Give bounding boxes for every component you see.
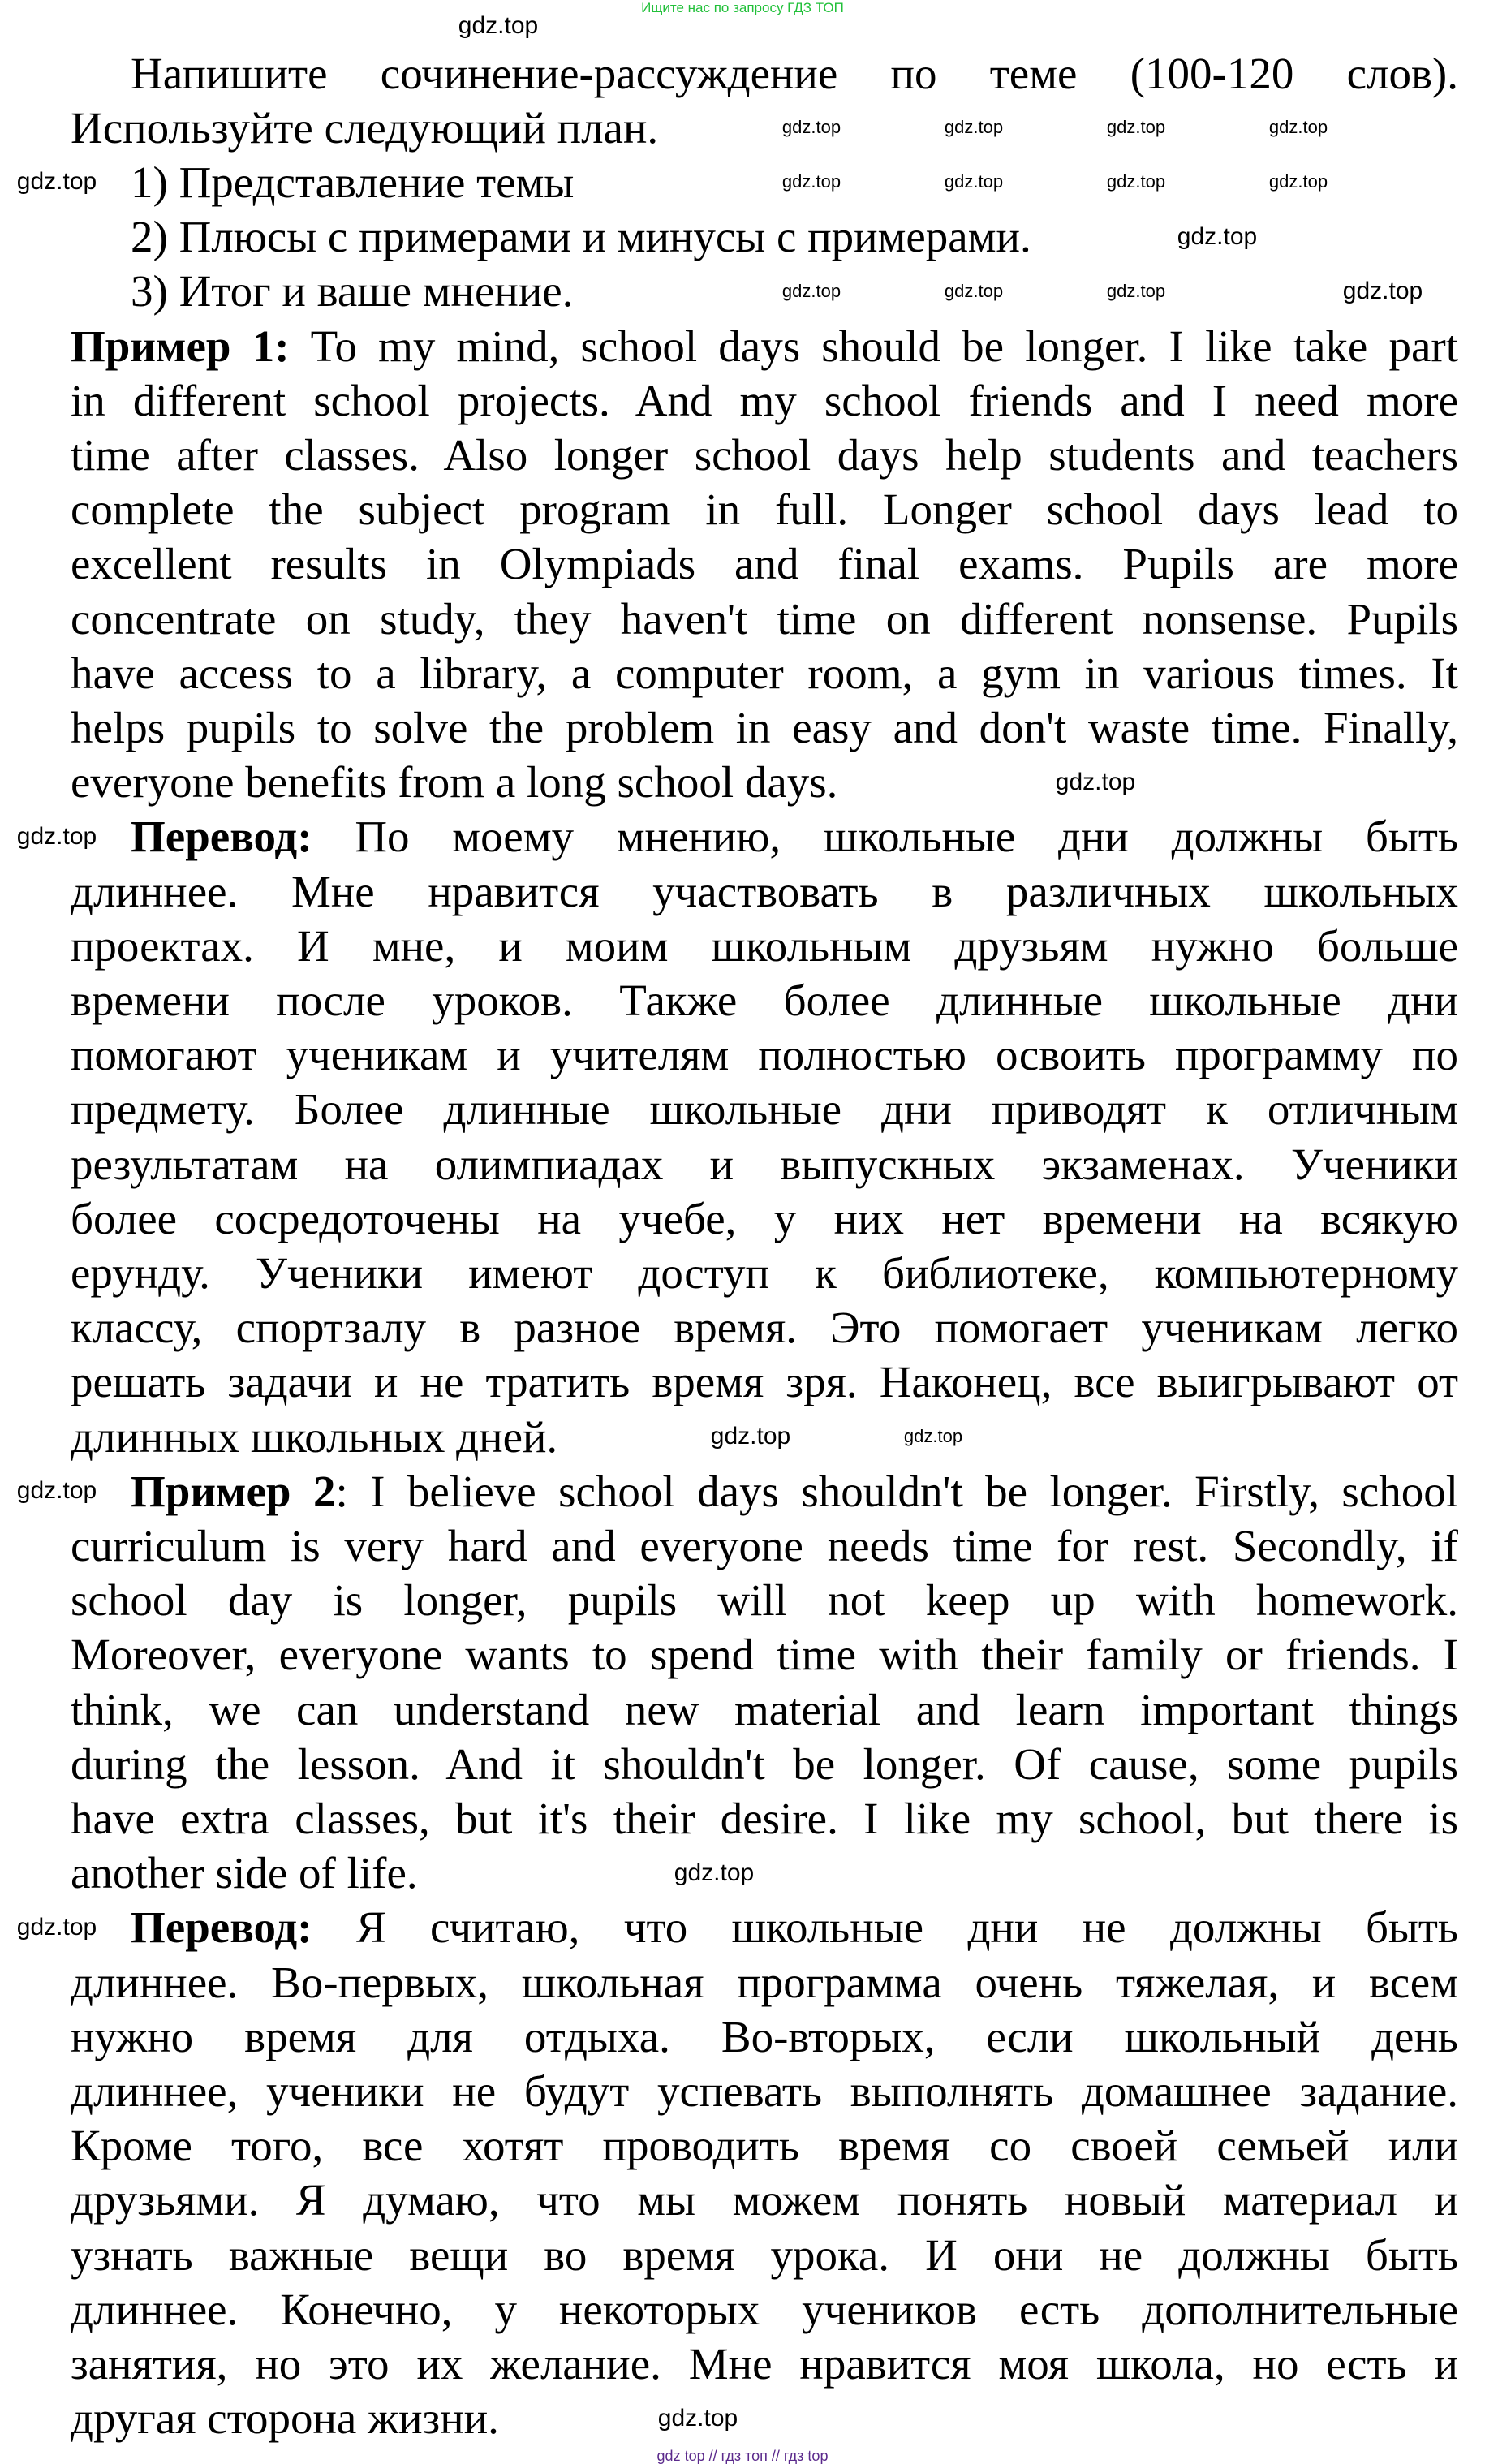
watermark-text: gdz.top xyxy=(16,822,97,850)
line-text: длиннее. Во-первых, школьная программа очень тяжелая, и всем xyxy=(71,1957,1458,2007)
line-text: длиннее. Конечно, у некоторых учеников есть дополнительные xyxy=(71,2284,1458,2334)
line-text: ерунду. Ученики имеют доступ к библиотеке, компьютерному xyxy=(71,1247,1458,1298)
text-line xyxy=(71,755,837,809)
text-line xyxy=(71,592,1458,646)
watermark-text: gdz.top xyxy=(674,1859,755,1886)
line-text: school day is longer, pupils will not keep up with homework. xyxy=(71,1575,1458,1626)
text-line xyxy=(71,1573,1458,1627)
text-line xyxy=(71,1191,1458,1246)
example-label: Перевод: xyxy=(131,1902,312,1953)
line-text: in different school projects. And my school friends and I need more xyxy=(71,375,1458,425)
line-text: Напишите сочинение-рассуждение по теме (100-120 слов). xyxy=(131,48,1458,98)
text-line xyxy=(71,1300,1458,1355)
text-line xyxy=(71,646,1458,700)
line-text: 1) Представление темы xyxy=(131,157,575,207)
line-text: concentrate on study, they haven't time on different nonsense. Pupils xyxy=(71,593,1458,644)
watermark-text: gdz.top xyxy=(458,12,539,39)
watermark-text: gdz.top xyxy=(1055,768,1136,795)
text-line xyxy=(71,1791,1458,1846)
watermark-text: gdz.top xyxy=(1106,280,1166,301)
watermark-text: gdz.top xyxy=(903,1426,963,1446)
line-text: проектах. И мне, и моим школьным друзьям нужно больше xyxy=(71,920,1458,971)
line-text: друзьями. Я думаю, что мы можем понять новый материал и xyxy=(71,2175,1458,2225)
text-line xyxy=(71,1737,1458,1791)
line-text: another side of life. xyxy=(71,1848,418,1898)
watermark-text: gdz.top xyxy=(781,117,842,138)
text-line xyxy=(71,1846,418,1900)
line-text: По моему мнению, школьные дни должны быть xyxy=(312,812,1458,862)
watermark-text: gdz.top xyxy=(1268,117,1328,138)
line-text: времени после уроков. Также более длинные школьные дни xyxy=(71,975,1458,1025)
line-text: complete the subject program in full. Longer school days lead to xyxy=(71,485,1458,535)
text-line xyxy=(71,973,1458,1027)
text-line xyxy=(71,2391,499,2445)
example-label: Пример 2 xyxy=(131,1466,336,1516)
text-line xyxy=(71,536,1458,591)
text-line xyxy=(131,209,1031,264)
top-banner: Ищите нас по запросу ГДЗ ТОП xyxy=(641,0,844,15)
line-text: everyone benefits from a long school days. xyxy=(71,757,838,808)
line-text: have access to a library, a computer room, a gym in various times. It xyxy=(71,648,1458,698)
line-text: предмету. Более длинные школьные дни приводят к отличным xyxy=(71,1084,1458,1135)
line-text: помогают ученикам и учителям полностью освоить программу по xyxy=(71,1030,1458,1080)
text-line xyxy=(71,1246,1458,1300)
text-line xyxy=(71,1137,1458,1191)
text-line xyxy=(71,1955,1458,2010)
text-line xyxy=(71,2228,1458,2282)
line-text: time after classes. Also longer school days help students and teachers xyxy=(71,429,1458,480)
text-line xyxy=(131,1900,1458,1954)
line-text: : I believe school days shouldn't be longer. Firstly, school xyxy=(335,1466,1458,1516)
text-line xyxy=(71,373,1458,428)
text-line xyxy=(131,264,573,318)
line-text: результатам на олимпиадах и выпускных экзаменах. Ученики xyxy=(71,1139,1458,1189)
text-line xyxy=(131,809,1458,864)
line-text: Я считаю, что школьные дни не должны быть xyxy=(312,1902,1458,1953)
text-line xyxy=(71,2173,1458,2227)
watermark-text: gdz.top xyxy=(657,2404,738,2432)
text-line xyxy=(71,2064,1458,2118)
line-text: длиннее. Мне нравится участвовать в различных школьных xyxy=(71,866,1458,916)
text-line xyxy=(71,2337,1458,2391)
line-text: нужно время для отдыха. Во-вторых, если школьный день xyxy=(71,2011,1458,2061)
text-line xyxy=(71,2010,1458,2064)
line-text: excellent results in Olympiads and final exams. Pupils are more xyxy=(71,539,1458,589)
watermark-text: gdz.top xyxy=(781,280,842,301)
line-text: длинных школьных дней. xyxy=(71,1411,558,1462)
text-line xyxy=(71,1410,557,1464)
line-text: длиннее, ученики не будут успевать выполнять домашнее задание. xyxy=(71,2066,1458,2116)
line-text: have extra classes, but it's their desire. I like my school, but there is xyxy=(71,1793,1458,1843)
text-line xyxy=(71,1627,1458,1682)
text-line xyxy=(131,46,1458,101)
line-text: 2) Плюсы с примерами и минусы с примерами. xyxy=(131,212,1031,262)
line-text: during the lesson. And it shouldn't be longer. Of cause, some pupils xyxy=(71,1738,1458,1789)
line-text: curriculum is very hard and everyone needs time for rest. Secondly, if xyxy=(71,1520,1458,1570)
line-text: узнать важные вещи во время урока. И они не должны быть xyxy=(71,2229,1458,2280)
watermark-text: gdz.top xyxy=(16,168,97,196)
text-line xyxy=(71,482,1458,536)
text-line xyxy=(71,2282,1458,2337)
line-text: Moreover, everyone wants to spend time with their family or friends. I xyxy=(71,1630,1458,1680)
text-line xyxy=(71,700,1458,755)
text-line xyxy=(71,1518,1458,1573)
text-line xyxy=(71,919,1458,973)
line-text: helps pupils to solve the problem in easy and don't waste time. Finally, xyxy=(71,702,1458,752)
line-text: Кроме того, все хотят проводить время со своей семьей или xyxy=(71,2121,1458,2171)
footer-banner: gdz top // гдз топ // гдз top xyxy=(656,2448,829,2464)
text-line xyxy=(71,1082,1458,1136)
line-text: классу, спортзалу в разное время. Это помогает ученикам легко xyxy=(71,1303,1458,1353)
line-text: занятия, но это их желание. Мне нравится моя школа, но есть и xyxy=(71,2338,1458,2389)
watermark-text: gdz.top xyxy=(781,171,842,192)
text-line xyxy=(71,864,1458,919)
watermark-text: gdz.top xyxy=(1177,222,1258,250)
text-line xyxy=(131,155,574,209)
line-text: To my mind, school days should be longer. I like take part xyxy=(289,321,1458,371)
line-text: решать задачи и не тратить время зря. Наконец, все выигрывают от xyxy=(71,1357,1458,1407)
line-text: Используйте следующий план. xyxy=(71,102,659,153)
line-text: 3) Итог и ваше мнение. xyxy=(131,266,574,317)
text-line xyxy=(71,428,1458,482)
watermark-text: gdz.top xyxy=(944,117,1004,138)
watermark-text: gdz.top xyxy=(16,1477,97,1505)
text-line xyxy=(71,1682,1458,1737)
watermark-text: gdz.top xyxy=(944,280,1004,301)
watermark-text: gdz.top xyxy=(710,1423,791,1450)
watermark-text: gdz.top xyxy=(944,171,1004,192)
watermark-text: gdz.top xyxy=(1268,171,1328,192)
watermark-text: gdz.top xyxy=(1106,117,1166,138)
text-line xyxy=(71,1027,1458,1082)
text-line xyxy=(71,1355,1458,1409)
line-text: более сосредоточены на учебе, у них нет времени на всякую xyxy=(71,1193,1458,1243)
watermark-text: gdz.top xyxy=(1106,171,1166,192)
example-label: Пример 1: xyxy=(71,321,290,371)
text-line xyxy=(131,1464,1458,1518)
line-text: другая сторона жизни. xyxy=(71,2393,499,2444)
text-line xyxy=(71,101,658,155)
line-text: think, we can understand new material and learn important things xyxy=(71,1684,1458,1734)
example-label: Перевод: xyxy=(131,812,312,862)
text-line xyxy=(71,319,1458,373)
watermark-text: gdz.top xyxy=(16,1913,97,1941)
watermark-text: gdz.top xyxy=(1342,277,1423,304)
text-line xyxy=(71,2118,1458,2173)
